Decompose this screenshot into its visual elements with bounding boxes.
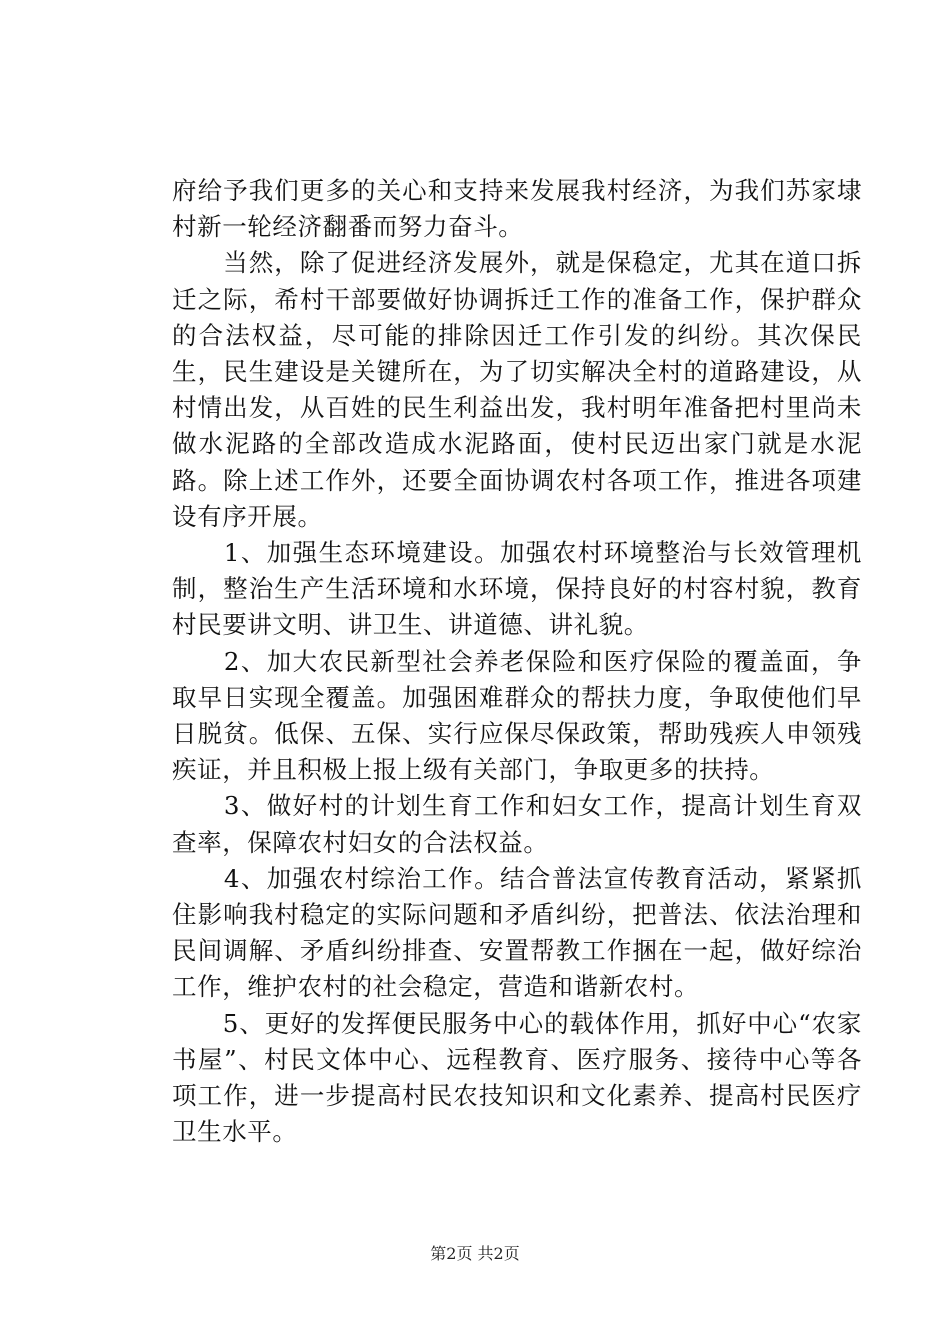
page-number-footer: 第2页 共2页	[430, 1244, 520, 1263]
paragraph-stability-livelihood: 当然，除了促进经济发展外，就是保稳定，尤其在道口拆迁之际，希村干部要做好协调拆迁工作的准备工作，保护群众的合法权益，尽可能的排除因迁工作引发的纠纷。其次保民生，民生建设是关键所在，为了切实解决全村的道路建设，从村情出发，从百姓的民生利益出发，我村明年准备把村里尚未做水泥路的全部改造成水泥路面，使村民迈出家门就是水泥路。除上述工作外，还要全面协调农村各项工作，推进各项建设有序开展。	[172, 248, 862, 531]
paragraph-item-2-insurance: 2、加大农民新型社会养老保险和医疗保险的覆盖面，争取早日实现全覆盖。加强困难群众的帮扶力度，争取使他们早日脱贫。低保、五保、实行应保尽保政策，帮助残疾人申领残疾证，并且积极上报上级有关部门，争取更多的扶持。	[172, 646, 862, 785]
paragraph-item-1-environment: 1、加强生态环境建设。加强农村环境整治与长效管理机制，整治生产生活环境和水环境，保持良好的村容村貌，教育村民要讲文明、讲卫生、讲道德、讲礼貌。	[172, 538, 862, 640]
paragraph-continuation: 府给予我们更多的关心和支持来发展我村经济，为我们苏家埭村新一轮经济翻番而努力奋斗。	[172, 176, 862, 242]
paragraph-item-3-family-planning: 3、做好村的计划生育工作和妇女工作，提高计划生育双查率，保障农村妇女的合法权益。	[172, 791, 862, 857]
document-body	[172, 173, 862, 1150]
paragraph-item-4-comprehensive-governance: 4、加强农村综治工作。结合普法宣传教育活动，紧紧抓住影响我村稳定的实际问题和矛盾纠纷，把普法、依法治理和民间调解、矛盾纠纷排查、安置帮教工作捆在一起，做好综治工作，维护农村的社会稳定，营造和谐新农村。	[172, 863, 862, 1002]
paragraph-item-5-service-center: 5、更好的发挥便民服务中心的载体作用，抓好中心“农家书屋”、村民文体中心、远程教育、医疗服务、接待中心等各项工作，进一步提高村民农技知识和文化素养、提高村民医疗卫生水平。	[172, 1008, 862, 1147]
